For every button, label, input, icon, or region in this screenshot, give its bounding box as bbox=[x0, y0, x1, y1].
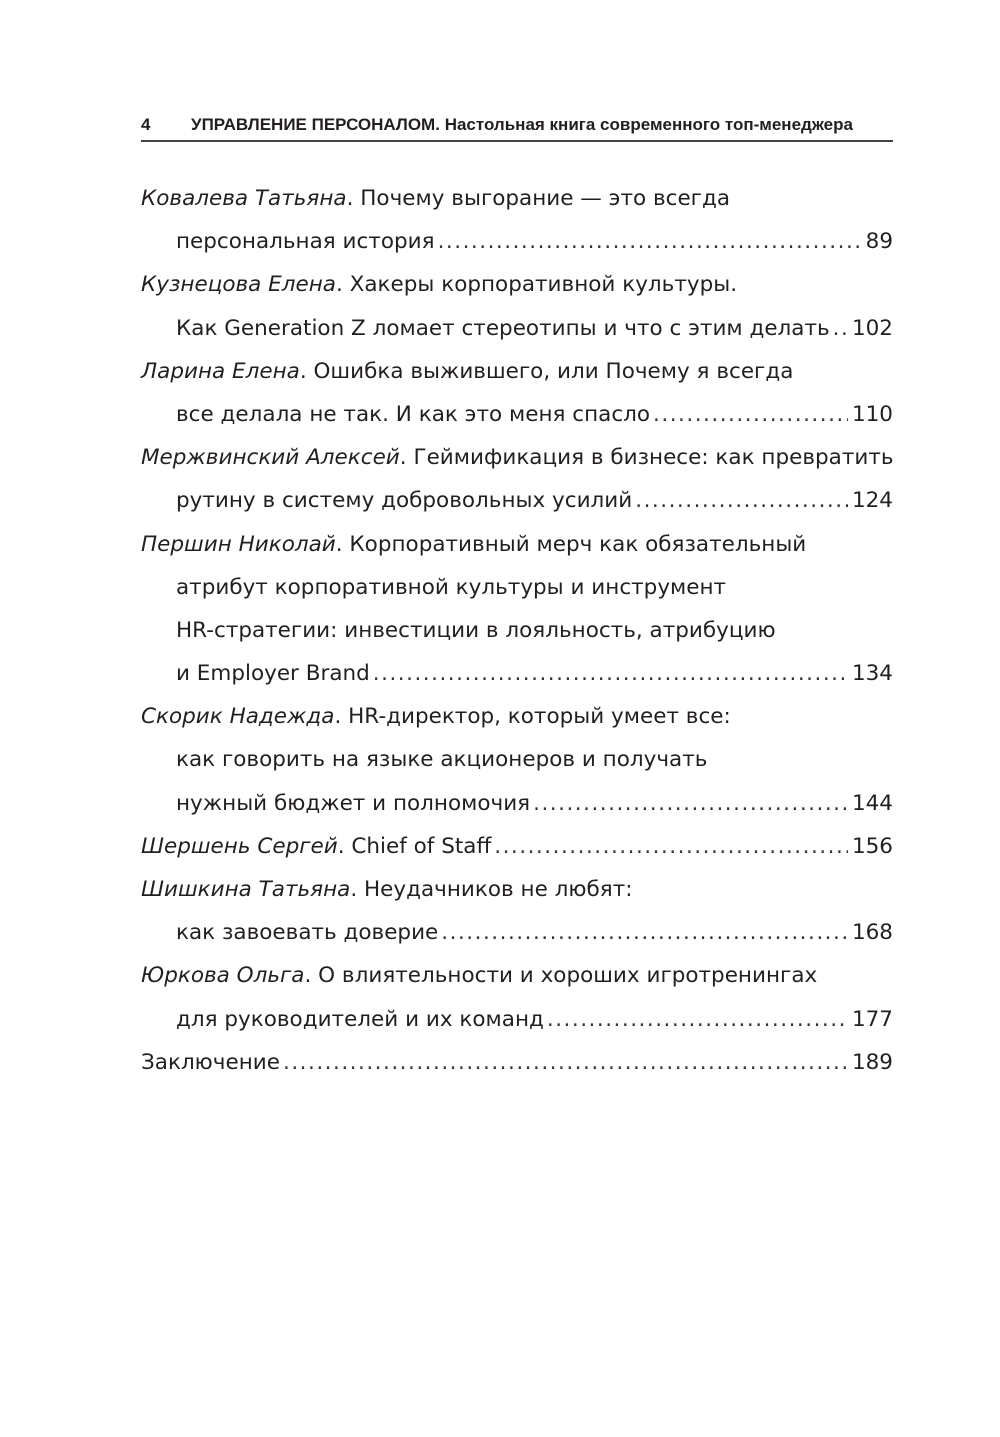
toc-entry bbox=[141, 954, 893, 1040]
toc-line bbox=[141, 307, 893, 350]
toc-line bbox=[141, 998, 893, 1041]
toc-line: Шишкина Татьяна . Неудачников не любят: bbox=[141, 868, 893, 911]
page-number: 4 bbox=[141, 115, 151, 134]
toc-line: Шершень Сергей . Chief of Staff ..... 156 bbox=[141, 825, 893, 868]
toc-title-text: Chief of Staff bbox=[351, 833, 492, 859]
toc-title-text: атрибут корпоративной культуры и инструмент bbox=[176, 574, 727, 600]
toc-page-number: 110 bbox=[851, 401, 893, 427]
toc-page-number: 144 bbox=[851, 790, 893, 816]
dot-leader bbox=[438, 220, 862, 263]
toc-line bbox=[141, 652, 893, 695]
toc-page-number: 102 bbox=[851, 315, 893, 341]
toc-author: Юркова Ольга bbox=[141, 963, 305, 989]
toc-line: Ларина Елена . Ошибка выжившего, или Почему я всегда bbox=[141, 350, 893, 393]
dot-leader bbox=[653, 393, 848, 436]
toc-entry bbox=[141, 263, 893, 349]
toc-page-number: 134 bbox=[851, 661, 893, 687]
toc-title-text: Хакеры корпоративной культуры. bbox=[349, 272, 738, 298]
dot-leader bbox=[533, 782, 848, 825]
toc-title-text: Почему выгорание — это всегда bbox=[360, 186, 731, 211]
toc-entry bbox=[141, 695, 893, 825]
toc-page-number: 124 bbox=[851, 488, 893, 514]
toc-author: Першин Николай bbox=[141, 531, 336, 557]
dot-leader bbox=[283, 1041, 848, 1084]
toc-page-number: 177 bbox=[851, 1006, 893, 1032]
toc-page-number: 89 bbox=[865, 229, 893, 255]
toc-author: Шишкина Татьяна bbox=[141, 877, 351, 902]
toc-entry bbox=[141, 350, 893, 436]
toc-title-text: О влиятельности и хороших игротренингах bbox=[318, 963, 818, 989]
toc-line bbox=[141, 609, 893, 652]
toc-author: Скорик Надежда bbox=[141, 704, 335, 730]
toc-title-text: нужный бюджет и полномочия bbox=[176, 790, 531, 816]
running-header bbox=[141, 112, 893, 142]
toc-title-text: Заключение bbox=[141, 1049, 280, 1075]
toc-entry bbox=[141, 436, 893, 522]
table-of-contents bbox=[141, 177, 893, 1084]
toc-author: Ковалева Татьяна bbox=[141, 186, 347, 211]
toc-entry bbox=[141, 825, 893, 868]
toc-line: Ковалева Татьяна . Почему выгорание — это всегда bbox=[141, 177, 893, 220]
toc-author: Мержвинский Алексей bbox=[141, 445, 400, 471]
dot-leader bbox=[494, 825, 848, 868]
toc-line bbox=[141, 566, 893, 609]
toc-title-text: Геймификация в бизнесе: как превратить bbox=[413, 445, 894, 471]
dot-leader bbox=[547, 998, 848, 1041]
toc-line: Юркова Ольга . О влиятельности и хороших игротренингах bbox=[141, 954, 893, 997]
toc-author: Кузнецова Елена bbox=[141, 272, 336, 298]
toc-title-text: Корпоративный мерч как обязательный bbox=[349, 531, 807, 557]
toc-author: Ларина Елена bbox=[141, 358, 300, 384]
toc-title-text: персональная история bbox=[176, 229, 435, 255]
toc-line bbox=[141, 220, 893, 263]
toc-title-text: HR-директор, который умеет все: bbox=[348, 704, 731, 730]
toc-line bbox=[141, 782, 893, 825]
toc-line bbox=[141, 1041, 893, 1084]
toc-line bbox=[141, 911, 893, 954]
toc-entry bbox=[141, 1041, 893, 1084]
book-subtitle: Настольная книга современного топ-менеджера bbox=[444, 115, 853, 134]
toc-title-text: Ошибка выжившего, или Почему я всегда bbox=[313, 358, 794, 384]
toc-entry bbox=[141, 523, 893, 696]
book-title: УПРАВЛЕНИЕ ПЕРСОНАЛОМ. bbox=[191, 115, 440, 134]
toc-line: Скорик Надежда . HR-директор, который умеет все: bbox=[141, 695, 893, 738]
toc-line bbox=[141, 479, 893, 522]
toc-entry bbox=[141, 177, 893, 263]
toc-line: Кузнецова Елена . Хакеры корпоративной культуры. bbox=[141, 263, 893, 306]
toc-entry bbox=[141, 868, 893, 954]
toc-page-number: 168 bbox=[851, 920, 893, 946]
toc-title-text: для руководителей и их команд bbox=[176, 1006, 544, 1032]
toc-title-text: как завоевать доверие bbox=[176, 920, 439, 946]
toc-title-text: как говорить на языке акционеров и получать bbox=[176, 747, 708, 773]
dot-leader bbox=[373, 652, 848, 695]
toc-title-text: Неудачников не любят: bbox=[364, 877, 633, 902]
toc-page-number: 156 bbox=[851, 833, 893, 859]
toc-title-text: и Employer Brand bbox=[176, 661, 370, 687]
toc-page-number: 189 bbox=[851, 1049, 893, 1075]
toc-line: Першин Николай . Корпоративный мерч как обязательный bbox=[141, 523, 893, 566]
dot-leader bbox=[635, 479, 848, 522]
toc-line bbox=[141, 393, 893, 436]
toc-line bbox=[141, 738, 893, 781]
dot-leader bbox=[441, 911, 848, 954]
toc-author: Шершень Сергей bbox=[141, 833, 338, 859]
toc-title-text: HR-стратегии: инвестиции в лояльность, атрибуцию bbox=[176, 617, 776, 643]
toc-title-text: все делала не так. И как это меня спасло bbox=[176, 401, 651, 427]
toc-line: Мержвинский Алексей . Геймификация в бизнесе: как превратить bbox=[141, 436, 893, 479]
dot-leader bbox=[833, 307, 848, 350]
toc-title-text: Как Generation Z ломает стереотипы и что с этим делать bbox=[176, 315, 830, 341]
toc-title-text: рутину в систему добровольных усилий bbox=[176, 488, 633, 514]
